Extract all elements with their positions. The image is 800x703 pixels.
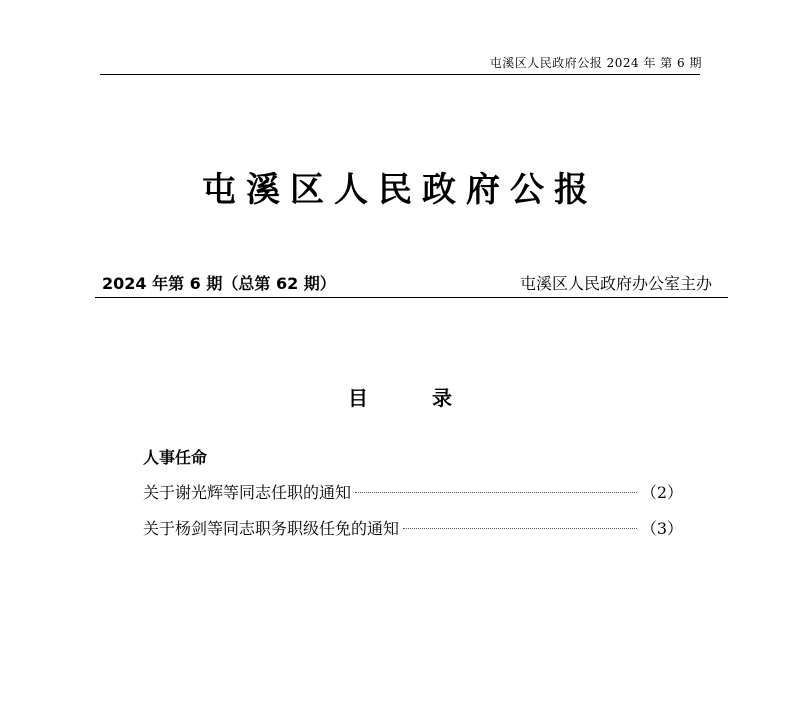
toc-entry-title: 关于杨剑等同志职务职级任免的通知 xyxy=(143,519,400,538)
toc-entry-title: 关于谢光辉等同志任职的通知 xyxy=(143,483,352,502)
toc-heading-right: 录 xyxy=(432,386,452,410)
toc-heading-left: 目 xyxy=(348,386,368,410)
toc-entry[interactable] xyxy=(143,482,683,504)
toc-entry[interactable] xyxy=(143,518,683,540)
toc-entry-page: （2） xyxy=(640,483,683,502)
toc-heading xyxy=(0,385,800,411)
toc-section-title: 人事任命 xyxy=(143,448,208,467)
sponsor-line: 屯溪区人民政府办公室主办 xyxy=(519,274,712,293)
toc-dot-leader xyxy=(355,492,637,493)
running-header: 屯溪区人民政府公报 2024 年 第 6 期 xyxy=(489,56,702,70)
bulletin-title: 屯溪区人民政府公报 xyxy=(202,170,598,210)
issue-rule xyxy=(95,297,728,298)
toc-entry-page: （3） xyxy=(640,519,683,538)
issue-number: 2024 年第 6 期（总第 62 期） xyxy=(102,274,336,293)
toc-dot-leader xyxy=(403,528,637,529)
toc-list xyxy=(143,482,683,554)
header-rule xyxy=(100,74,700,75)
